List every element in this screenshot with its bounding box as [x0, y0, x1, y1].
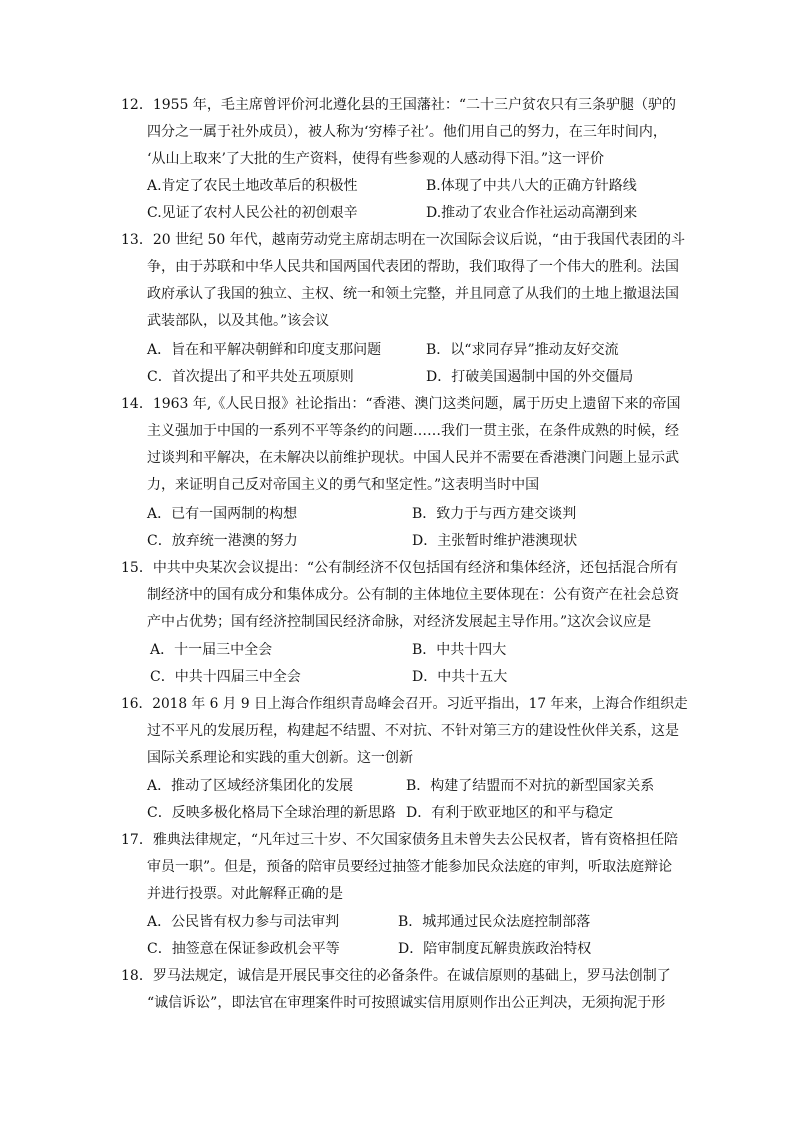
q15-option-a: A．十一届三中全会 [150, 642, 273, 658]
q14-option-b: B．致力于与西方建交谈判 [412, 506, 577, 522]
q14-line-3: 过谈判和平解决，在未解决以前维护现状。中国人民并不需要在香港澳门问题上显示武 [147, 450, 679, 466]
q16-option-d: D．有利于欧亚地区的和平与稳定 [406, 805, 614, 821]
q15-option-b: B．中共十四大 [412, 642, 507, 658]
q13-line-4: 武装部队，以及其他。”该会议 [147, 313, 330, 329]
q13-option-a: A．旨在和平解决朝鲜和印度支那问题 [147, 342, 382, 358]
q17-line-2: 审员一职”。但是，预备的陪审员要经过抽签才能参加民众法庭的审判，听取法庭辩论 [147, 859, 673, 875]
q16-option-a: A．推动了区域经济集团化的发展 [147, 778, 354, 794]
q17-option-c: C．抽签意在保证参政机会平等 [147, 941, 340, 957]
q12-option-c: C.见证了农村人民公社的初创艰辛 [147, 205, 358, 221]
q12-line-3: ‘从山上取来’了大批的生产资料，使得有些参观的人感动得下泪。”这一评价 [147, 151, 605, 167]
q13-option-d: D．打破美国遏制中国的外交僵局 [426, 369, 634, 385]
q16-line-1: 16．2018 年 6 月 9 日上海合作组织青岛峰会召开。习近平指出，17 年来，上海合作组织走 [121, 696, 688, 712]
q15-option-c: C．中共十四届三中全会 [150, 669, 301, 685]
q14-line-1: 14．1963 年,《人民日报》社论指出：“香港、澳门这类问题，属于历史上遗留下来的帝国 [121, 396, 681, 412]
q13-line-3: 政府承认了我国的独立、主权、统一和领土完整，并且同意了从我们的土地上撤退法国 [147, 286, 679, 302]
q14-line-4: 力，来证明自己反对帝国主义的勇气和坚定性。”这表明当时中国 [147, 477, 540, 493]
q13-option-c: C．首次提出了和平共处五项原则 [147, 369, 354, 385]
q16-line-3: 国际关系理论和实践的重大创新。这一创新 [147, 750, 413, 766]
q12-option-d: D.推动了农业合作社运动高潮到来 [426, 205, 638, 221]
q17-option-b: B．城邦通过民众法庭控制部落 [398, 914, 591, 930]
q17-option-d: D．陪审制度瓦解贵族政治特权 [398, 941, 592, 957]
q16-option-c: C．反映多极化格局下全球治理的新思路 [147, 805, 396, 821]
q13-line-1: 13．20 世纪 50 年代，越南劳动党主席胡志明在一次国际会议后说，“由于我国代表团的斗 [121, 232, 685, 248]
q14-option-d: D．主张暂时维护港澳现状 [412, 533, 578, 549]
q14-line-2: 主义强加于中国的一系列不平等条约的问题……我们一贯主张，在条件成熟的时候，经 [147, 423, 679, 439]
q15-line-3: 产中占优势；国有经济控制国民经济命脉，对经济发展起主导作用。”这次会议应是 [147, 614, 652, 630]
q12-line-2: 四分之一属于社外成员），被人称为‘穷棒子社’。他们用自己的努力，在三年时间内， [147, 124, 667, 140]
q15-line-1: 15．中共中央某次会议提出：“公有制经济不仅包括国有经济和集体经济，还包括混合所有 [121, 560, 678, 576]
q18-line-2: “诚信诉讼”，即法官在审理案件时可按照诚实信用原则作出公正判决，无须拘泥于形 [147, 995, 666, 1011]
q16-line-2: 过不平凡的发展历程，构建起不结盟、不对抗、不针对第三方的建设性伙伴关系，这是 [147, 723, 679, 739]
q17-option-a: A．公民皆有权力参与司法审判 [147, 914, 340, 930]
q18-line-1: 18．罗马法规定，诚信是开展民事交往的必备条件。在诚信原则的基础上，罗马法创制了 [121, 968, 671, 984]
q17-line-1: 17．雅典法律规定，“凡年过三十岁、不欠国家债务且未曾失去公民权者，皆有资格担任陪 [121, 832, 678, 848]
q12-option-b: B.体现了中共八大的正确方针路线 [426, 178, 637, 194]
q14-option-a: A．已有一国两制的构想 [147, 506, 298, 522]
q12-option-a: A.肯定了农民土地改革后的积极性 [147, 178, 358, 194]
q16-option-b: B．构建了结盟而不对抗的新型国家关系 [406, 778, 655, 794]
q17-line-3: 并进行投票。对此解释正确的是 [147, 886, 343, 902]
q12-line-1: 12．1955 年，毛主席曾评价河北遵化县的王国藩社：“二十三户贫农只有三条驴腿（驴的 [121, 97, 677, 113]
q14-option-c: C．放弃统一港澳的努力 [147, 533, 298, 549]
q13-option-b: B．以“求同存异”推动友好交流 [426, 342, 619, 358]
q15-option-d: D．中共十五大 [412, 669, 508, 685]
q15-line-2: 制经济中的国有成分和集体成分。公有制的主体地位主要体现在：公有资产在社会总资 [147, 587, 679, 603]
q13-line-2: 争，由于苏联和中华人民共和国两国代表团的帮助，我们取得了一个伟大的胜利。法国 [147, 259, 679, 275]
